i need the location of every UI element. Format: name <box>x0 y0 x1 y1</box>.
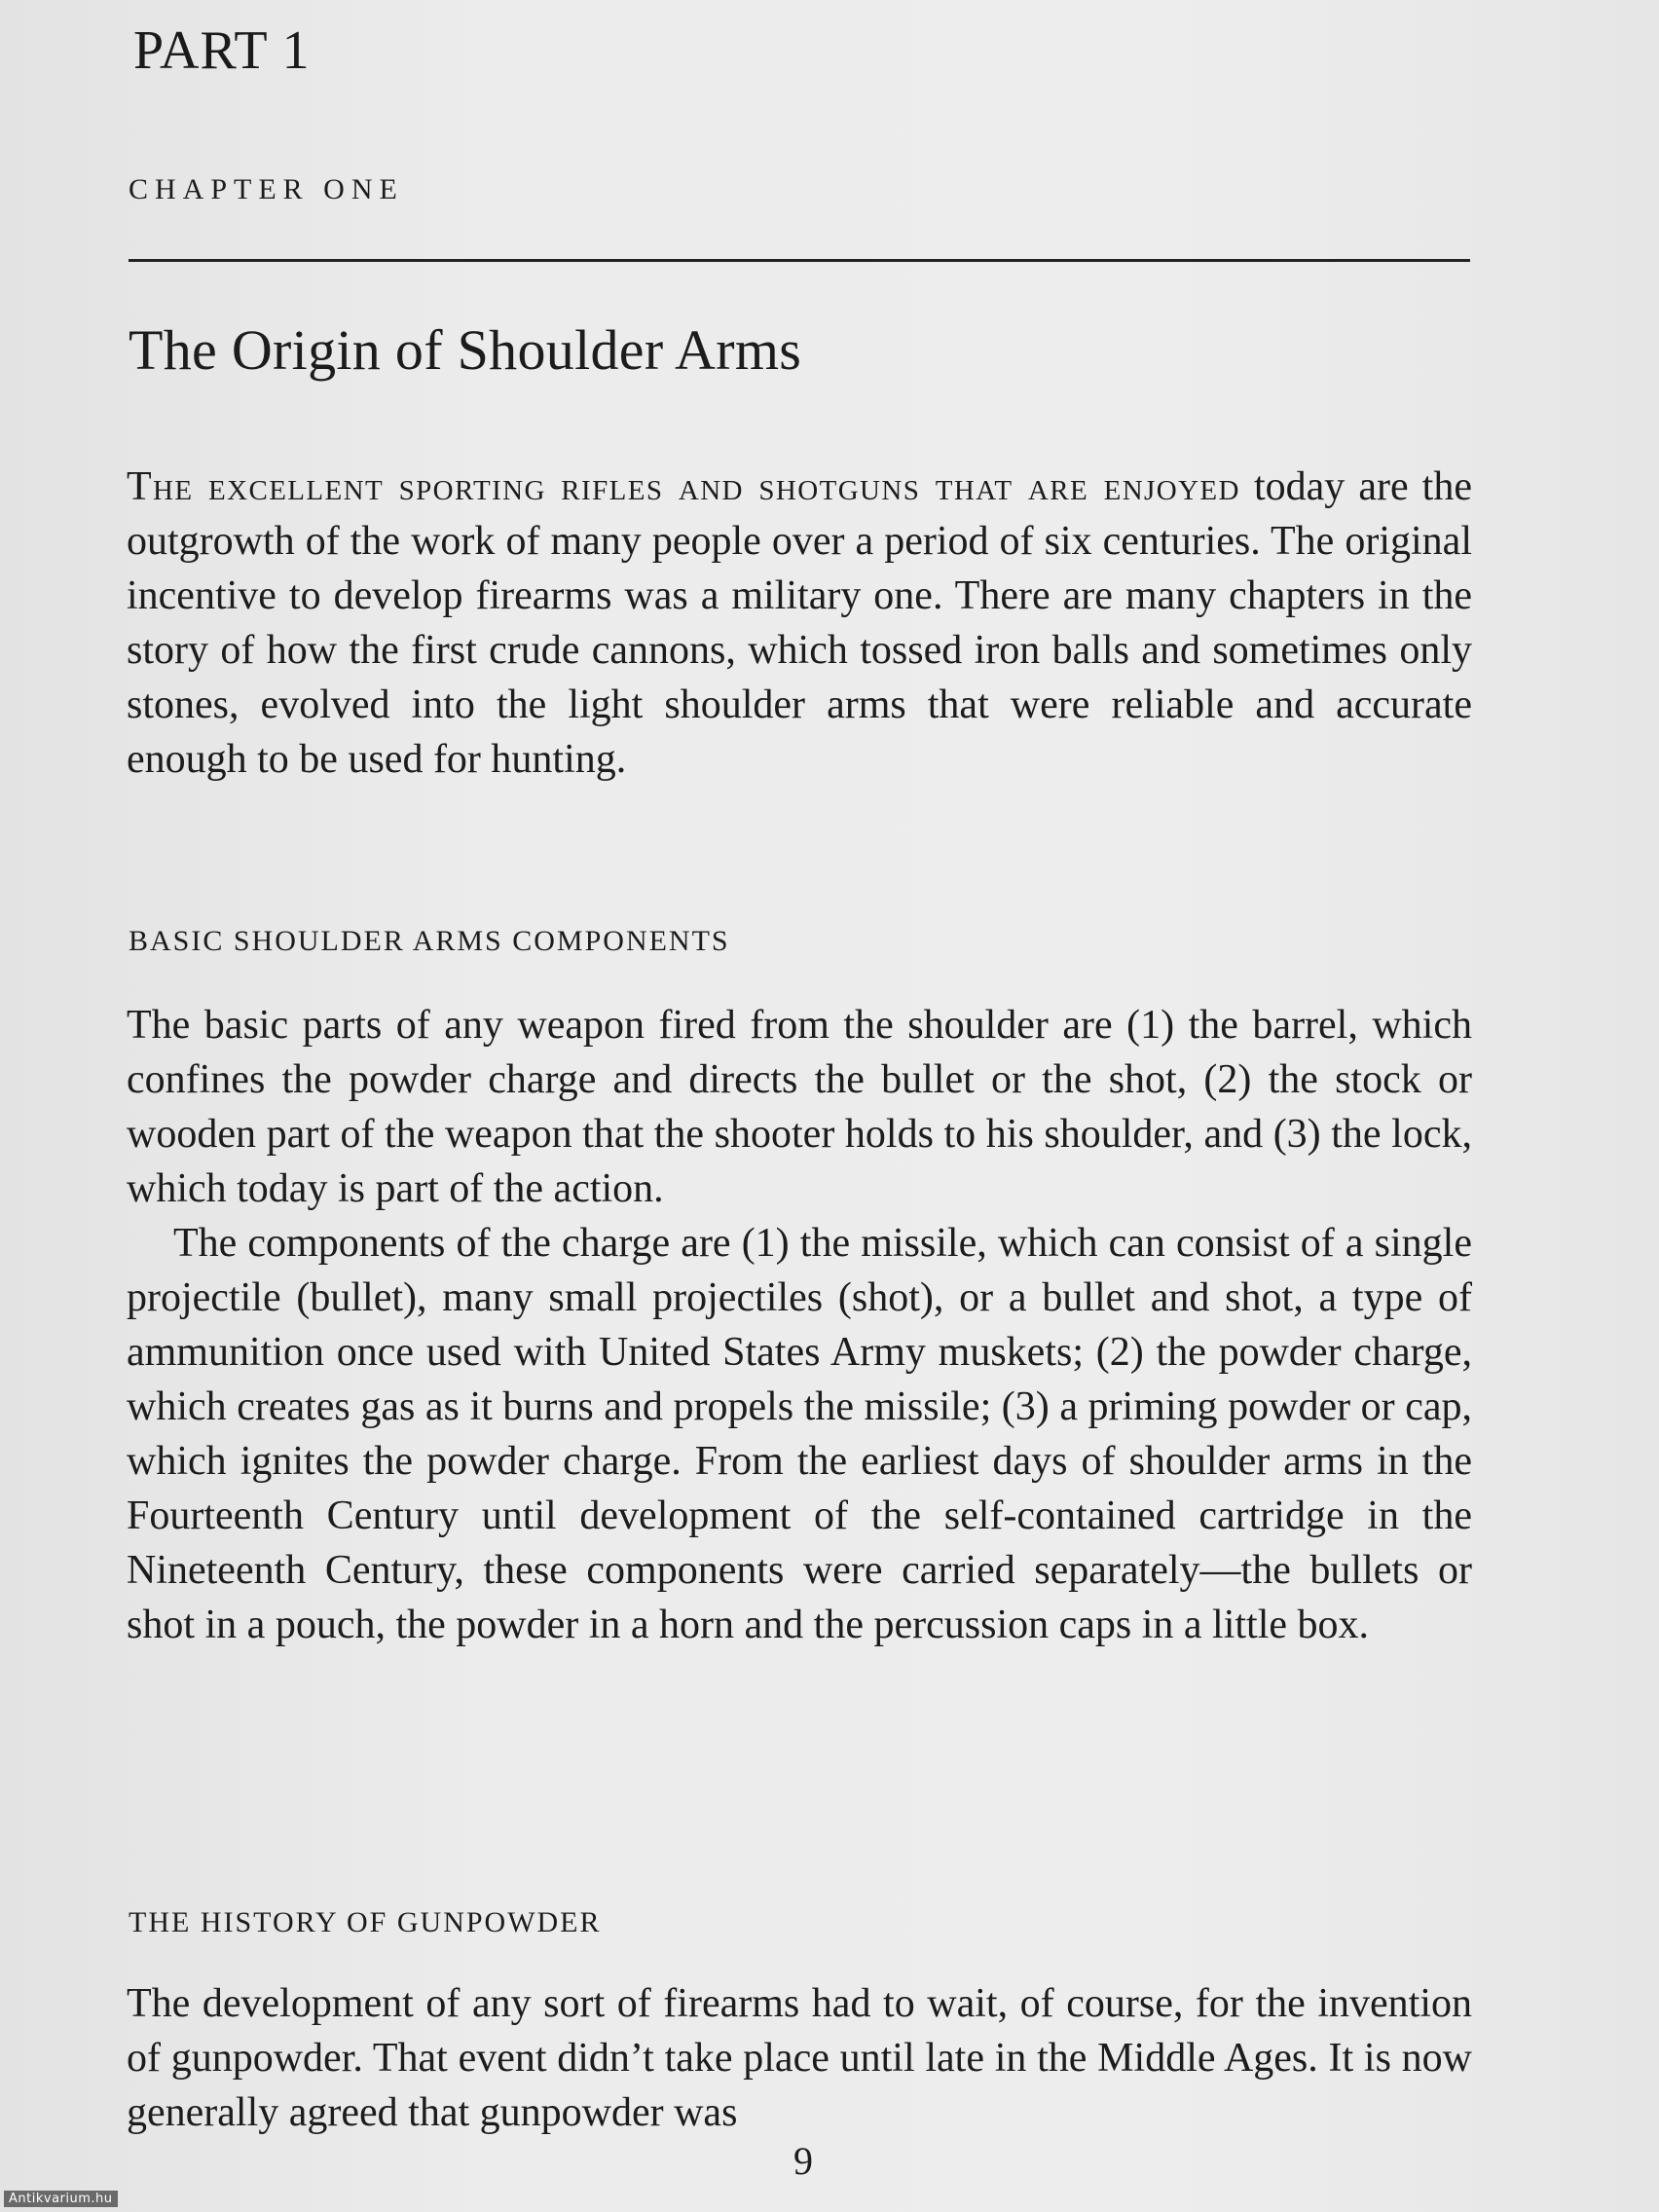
body-paragraph: The development of any sort of firearms had to wait, of course, for the invention of gunpowder. That event didn’t take place until late in the Middle Ages. It is now generally agreed that gunpowder was <box>127 1981 1472 2135</box>
part-label: PART 1 <box>133 20 311 81</box>
chapter-label: CHAPTER ONE <box>129 173 404 205</box>
body-paragraph: The components of the charge are (1) the missile, which can consist of a single projectile (bullet), many small projectiles (shot), or a bullet and shot, a type of ammunition once used with United States Army muskets; (2) the powder charge, which creates gas as it burns and propels the missile; (3) a priming powder or cap, which ignites the powder charge. From the earliest days of shoulder arms in the Fourteenth Century until development of the self-contained cartridge in the Nineteenth Century, these components were carried separately—the bullets or shot in a pouch, the powder in a horn and the percussion caps in a little box. <box>127 1221 1472 1647</box>
intro-text: today are the outgrowth of the work of many people over a period of six centuries. The original incentive to develop firearms was a military one. There are many chapters in the story of how the first crude cannons, which tossed iron balls and sometimes only stones, evolved into the light shoulder arms that were reliable and accurate enough to be used for hunting. <box>127 464 1472 782</box>
chapter-divider <box>129 259 1470 262</box>
section-body <box>127 1976 1472 2140</box>
page-number: 9 <box>793 2139 813 2183</box>
body-paragraph: The basic parts of any weapon fired from the shoulder are (1) the barrel, which confines the powder charge and directs the bullet or the shot, (2) the stock or wooden part of the weapon that the shooter holds to his shoulder, and (3) the lock, which today is part of the action. <box>127 1003 1472 1211</box>
watermark: Antikvarium.hu <box>4 2191 118 2207</box>
section-heading: BASIC SHOULDER ARMS COMPONENTS <box>129 925 730 957</box>
section-body <box>127 998 1472 1652</box>
chapter-title: The Origin of Shoulder Arms <box>129 318 802 382</box>
intro-paragraph <box>127 460 1472 787</box>
intro-lead-in: The excellent sporting rifles and shotguns that are enjoyed <box>127 464 1240 509</box>
section-heading: THE HISTORY OF GUNPOWDER <box>129 1906 602 1938</box>
